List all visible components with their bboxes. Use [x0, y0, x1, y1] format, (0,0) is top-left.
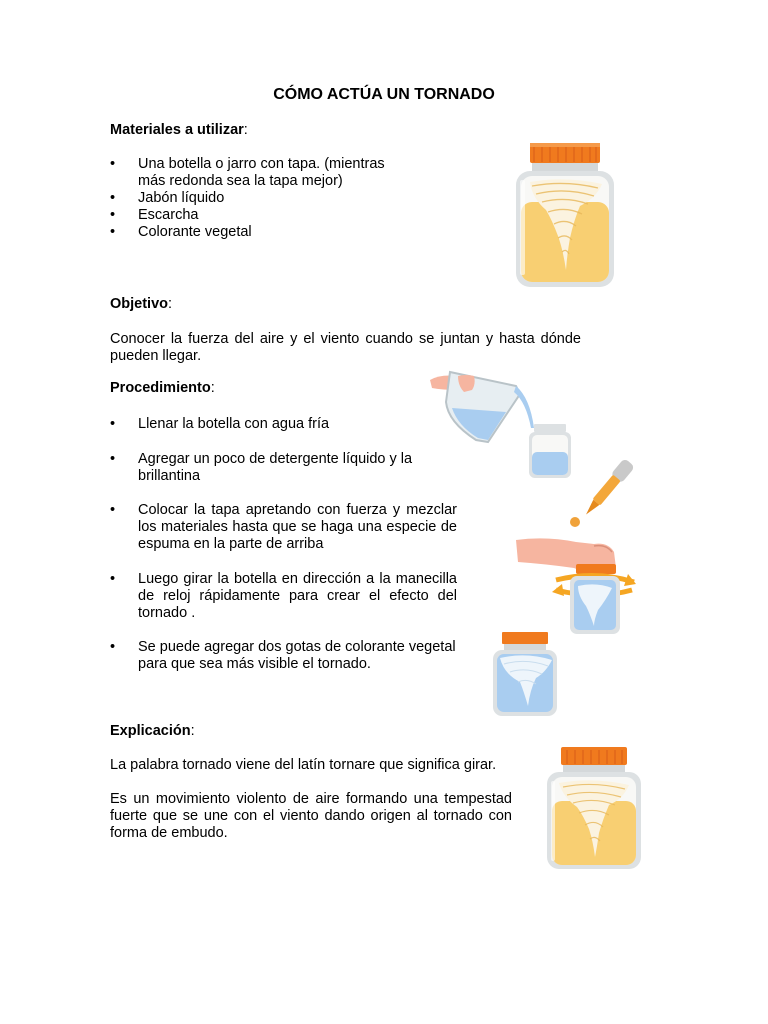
tornado-jar-icon	[545, 745, 643, 871]
procedure-step: • Se puede agregar dos gotas de colorante vegetal para que sea más visible el tornado.	[110, 639, 457, 673]
explanation-heading-label: Explicación	[110, 723, 191, 739]
materials-heading	[110, 122, 248, 138]
pouring-jug-icon	[428, 368, 538, 448]
hand-twisting-lid-icon	[516, 534, 638, 636]
procedure-steps	[110, 502, 457, 553]
materials-item: • Escarcha	[110, 207, 410, 224]
materials-item: • Colorante vegetal	[110, 224, 410, 241]
materials-item: • Una botella o jarro con tapa. (mientras más redonda sea la tapa mejor)	[110, 156, 410, 190]
procedure-step: • Agregar un poco de detergente líquido y la brillantina	[110, 451, 457, 485]
materials-heading-colon: :	[243, 122, 248, 138]
procedure-steps	[110, 416, 457, 433]
materials-heading-label: Materiales a utilizar	[110, 122, 244, 138]
procedure-step: • Llenar la botella con agua fría	[110, 416, 457, 433]
procedure-steps	[110, 451, 457, 485]
objective-heading-label: Objetivo	[110, 296, 169, 312]
explanation-text-1: La palabra tornado viene del latín tornare que significa girar.	[110, 757, 497, 773]
explanation-heading	[110, 723, 195, 739]
explanation-text-2: Es un movimiento violento de aire formando una tempestad fuerte que se une con el viento dando origen al tornado con forma de embudo.	[110, 791, 512, 841]
procedure-steps	[110, 639, 457, 673]
tornado-jar-icon	[510, 140, 620, 290]
objective-heading-colon: :	[168, 296, 173, 312]
materials-list	[110, 156, 410, 241]
page-title: CÓMO ACTÚA UN TORNADO	[273, 86, 495, 103]
procedure-step: • Luego girar la botella en dirección a la manecilla de reloj rápidamente para crear el efecto del tornado .	[110, 571, 457, 622]
objective-text: Conocer la fuerza del aire y el viento cuando se juntan y hasta dónde pueden llegar.	[110, 331, 581, 364]
procedure-heading-colon: :	[210, 380, 215, 396]
procedure-steps	[110, 571, 457, 622]
procedure-step: • Colocar la tapa apretando con fuerza y mezclar los materiales hasta que se haga una especie de espuma en la parte de arriba	[110, 502, 457, 553]
procedure-heading	[110, 380, 215, 396]
explanation-heading-colon: :	[190, 723, 195, 739]
materials-item: • Jabón líquido	[110, 190, 410, 207]
dropper-icon	[566, 458, 638, 530]
procedure-heading-label: Procedimiento	[110, 380, 211, 396]
blue-tornado-jar-icon	[490, 630, 560, 718]
objective-heading	[110, 296, 172, 312]
